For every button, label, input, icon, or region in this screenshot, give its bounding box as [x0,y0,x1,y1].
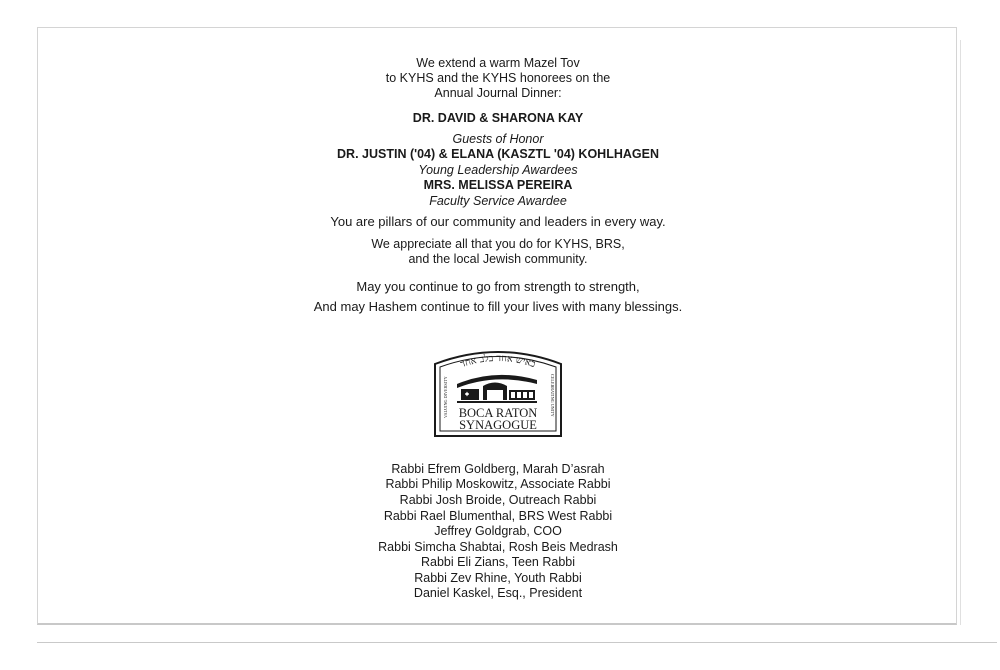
logo-name-line-1: BOCA RATON [458,406,538,420]
logo-left-side-text: VALUING DIVERSITY [443,376,448,418]
message-line-5: And may Hashem continue to fill your lives with many blessings. [313,299,683,314]
staff-line-2: Rabbi Philip Moskowitz, Associate Rabbi [385,477,611,491]
staff-line-6: Rabbi Simcha Shabtai, Rosh Beis Medrash [378,540,618,554]
boca-raton-synagogue-logo [433,346,563,438]
logo-right-side-text: CELEBRATING UNITY [550,374,555,417]
message-line-2: We appreciate all that you do for KYHS, BRS, [371,237,625,251]
message-line-3: and the local Jewish community. [408,252,588,266]
staff-line-1: Rabbi Efrem Goldberg, Marah D’asrah [391,462,605,476]
honoree-name-1: DR. DAVID & SHARONA KAY [412,111,584,125]
page-edge-line [960,40,961,625]
intro-line-1: We extend a warm Mazel Tov [416,56,580,70]
honoree-title-3: Faculty Service Awardee [429,194,567,208]
intro-line-2: to KYHS and the KYHS honorees on the [385,71,611,85]
intro-line-3: Annual Journal Dinner: [434,86,562,100]
honoree-title-2: Young Leadership Awardees [418,163,578,177]
journal-ad-card [37,27,957,625]
logo-name-line-2: SYNAGOGUE [459,418,537,432]
message-line-4: May you continue to go from strength to strength, [356,279,640,294]
staff-line-7: Rabbi Eli Zians, Teen Rabbi [420,555,576,569]
staff-line-3: Rabbi Josh Broide, Outreach Rabbi [399,493,597,507]
message-line-1: You are pillars of our community and leaders in every way. [330,214,666,229]
honoree-name-3: MRS. MELISSA PEREIRA [423,178,573,192]
staff-line-5: Jeffrey Goldgrab, COO [434,524,562,538]
staff-line-9: Daniel Kaskel, Esq., President [413,586,583,600]
honoree-name-2: DR. JUSTIN ('04) & ELANA (KASZTL '04) KOHLHAGEN [337,147,659,161]
page-bottom-line [37,642,997,643]
logo-hebrew-motto: כאיש אחד בלב אחד [459,352,537,371]
honoree-title-1: Guests of Honor [452,132,544,146]
staff-line-4: Rabbi Rael Blumenthal, BRS West Rabbi [383,509,613,523]
staff-line-8: Rabbi Zev Rhine, Youth Rabbi [414,571,582,585]
